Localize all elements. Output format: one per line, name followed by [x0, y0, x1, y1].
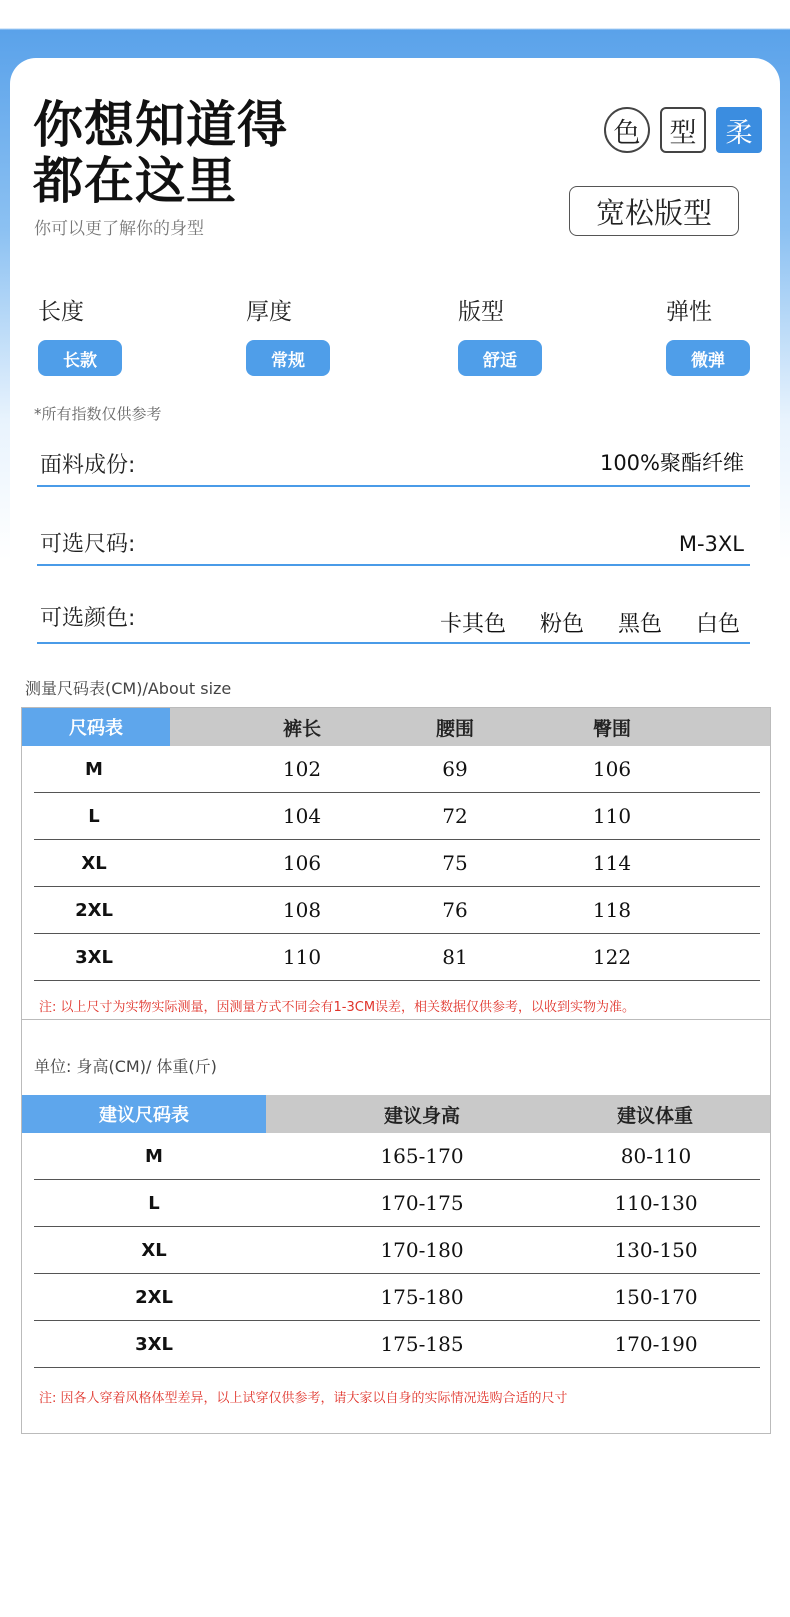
value-cell: 175-180 [380, 1285, 464, 1309]
value-cell: 110-130 [614, 1191, 698, 1215]
suggest-caption: 单位: 身高(CM)/ 体重(斤) [34, 1057, 217, 1076]
attr-label: 长度 [38, 299, 84, 325]
measure-note: 注: 以上尺寸为实物实际测量，因测量方式不同会有1-3CM误差，相关数据仅供参考，以收到实物为准。 [39, 1000, 636, 1015]
tag-soft: 柔 [716, 107, 762, 153]
size-cell: 3XL [135, 1333, 173, 1355]
value-cell: 108 [282, 898, 322, 922]
attr-pill: 常规 [246, 340, 330, 376]
tag-row [604, 107, 762, 153]
value-cell: 106 [592, 757, 632, 781]
table-row [34, 793, 760, 840]
hero-subtitle: 你可以更了解你的身型 [34, 219, 204, 239]
value-cell: 102 [282, 757, 322, 781]
size-label: 可选尺码: [40, 532, 136, 557]
fabric-value: 100%聚酯纤维 [599, 451, 744, 475]
attr-fit [458, 293, 558, 376]
table-row [34, 1133, 760, 1180]
size-cell: M [85, 758, 103, 780]
table-row [34, 746, 760, 793]
header-cell: 裤长 [282, 717, 321, 740]
value-cell: 110 [592, 804, 632, 828]
value-cell: 69 [442, 757, 468, 781]
attr-pill: 微弹 [666, 340, 750, 376]
tag-shape: 型 [660, 107, 706, 153]
color-row [37, 604, 750, 644]
size-cell: L [148, 1192, 160, 1214]
fabric-label: 面料成份: [40, 453, 136, 478]
attr-elasticity [666, 293, 766, 376]
header-cell: 臀围 [592, 717, 631, 740]
value-cell: 81 [442, 945, 468, 969]
value-cell: 170-175 [380, 1191, 464, 1215]
table-header [22, 1095, 770, 1133]
attr-pill: 舒适 [458, 340, 542, 376]
header-cell: 建议身高 [383, 1104, 460, 1127]
table-row [34, 1180, 760, 1227]
attr-note: *所有指数仅供参考 [34, 405, 162, 423]
value-cell: 165-170 [380, 1144, 464, 1168]
table-row [34, 1274, 760, 1321]
value-cell: 118 [592, 898, 632, 922]
table-header [22, 708, 770, 746]
suggest-frame [21, 1019, 771, 1434]
value-cell: 75 [442, 851, 468, 875]
color-option: 卡其色 [439, 612, 506, 637]
value-cell: 72 [442, 804, 468, 828]
table-row [34, 934, 760, 981]
value-cell: 76 [442, 898, 468, 922]
color-list [440, 607, 740, 638]
value-cell: 175-185 [380, 1332, 464, 1356]
value-cell: 130-150 [614, 1238, 698, 1262]
header-cell: 腰围 [435, 717, 474, 740]
measure-caption: 测量尺码表(CM)/About size [25, 679, 232, 698]
tag-color: 色 [604, 107, 650, 153]
value-cell: 150-170 [614, 1285, 698, 1309]
size-cell: 2XL [75, 899, 113, 921]
size-cell: L [88, 805, 100, 827]
size-cell: M [145, 1145, 163, 1167]
attr-thickness [246, 293, 346, 376]
hero-title [33, 97, 288, 209]
size-value: M-3XL [678, 532, 744, 556]
table-row [34, 887, 760, 934]
attr-label: 版型 [458, 299, 504, 325]
attr-label: 弹性 [666, 299, 712, 325]
header-cell: 尺码表 [22, 708, 170, 746]
measure-table [21, 707, 771, 1020]
size-cell: 3XL [75, 946, 113, 968]
value-cell: 104 [282, 804, 322, 828]
value-cell: 170-190 [614, 1332, 698, 1356]
value-cell: 80-110 [620, 1144, 692, 1168]
hero-title-line2: 都在这里 [33, 152, 237, 210]
suggest-table [22, 1095, 770, 1433]
header-cell: 建议尺码表 [22, 1095, 266, 1133]
size-cell: 2XL [135, 1286, 173, 1308]
value-cell: 106 [282, 851, 322, 875]
attr-label: 厚度 [246, 299, 292, 325]
value-cell: 170-180 [380, 1238, 464, 1262]
color-label: 可选颜色: [40, 606, 136, 631]
header-cell: 建议体重 [616, 1104, 693, 1127]
fabric-row [37, 447, 750, 487]
color-option: 黑色 [617, 612, 662, 637]
table-row [34, 840, 760, 887]
color-option: 粉色 [539, 612, 584, 637]
size-row [37, 526, 750, 566]
value-cell: 110 [282, 945, 322, 969]
fit-badge: 宽松版型 [569, 186, 739, 236]
value-cell: 114 [592, 851, 632, 875]
suggest-note: 注: 因各人穿着风格体型差异，以上试穿仅供参考，请大家以自身的实际情况选购合适的尺寸 [39, 1391, 568, 1406]
hero-title-line1: 你想知道得 [33, 96, 288, 154]
attr-length [38, 293, 138, 376]
attr-pill: 长款 [38, 340, 122, 376]
size-cell: XL [141, 1239, 167, 1261]
color-option: 白色 [695, 612, 740, 637]
table-row [34, 1227, 760, 1274]
value-cell: 122 [592, 945, 632, 969]
size-cell: XL [81, 852, 107, 874]
table-row [34, 1321, 760, 1368]
